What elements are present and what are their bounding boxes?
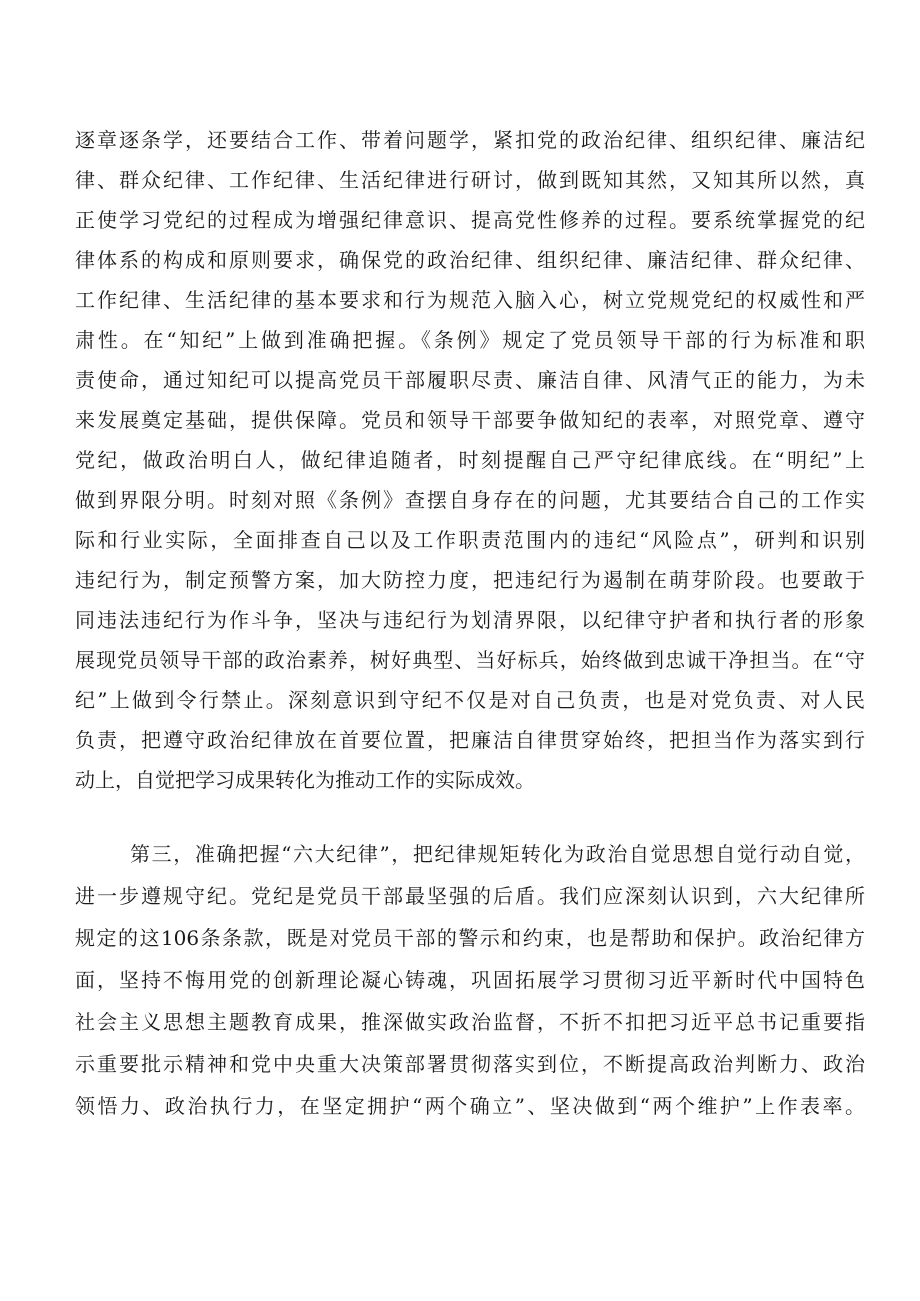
text-line: 负责，把遵守政治纪律放在首要位置，把廉洁自律贯穿始终，把担当作为落实到行 — [75, 728, 865, 752]
text-line: 际和行业实际，全面排查自己以及工作职责范围内的违纪“风险点”，研判和识别 — [75, 528, 865, 552]
text-line: 做到界限分明。时刻对照《条例》查摆自身存在的问题，尤其要结合自己的工作实 — [75, 488, 865, 512]
text-line: 违纪行为，制定预警方案，加大防控力度，把违纪行为遏制在萌芽阶段。也要敢于 — [75, 568, 865, 592]
text-line: 律体系的构成和原则要求，确保党的政治纪律、组织纪律、廉洁纪律、群众纪律、 — [75, 248, 865, 272]
text-line: 逐章逐条学，还要结合工作、带着问题学，紧扣党的政治纪律、组织纪律、廉洁纪 — [75, 128, 865, 152]
text-line: 面，坚持不悔用党的创新理论凝心铸魂，巩固拓展学习贯彻习近平新时代中国特色 — [75, 968, 865, 992]
text-line: 示重要批示精神和党中央重大决策部署贯彻落实到位，不断提高政治判断力、政治 — [75, 1052, 865, 1076]
text-line: 同违法违纪行为作斗争，坚决与违纪行为划清界限，以纪律守护者和执行者的形象 — [75, 608, 865, 632]
text-line: 领悟力、政治执行力，在坚定拥护“两个确立”、坚决做到“两个维护”上作表率。 — [75, 1094, 865, 1118]
text-line: 纪”上做到令行禁止。深刻意识到守纪不仅是对自己负责，也是对党负责、对人民 — [75, 688, 865, 712]
text-line: 责使命，通过知纪可以提高党员干部履职尽责、廉洁自律、风清气正的能力，为未 — [75, 368, 865, 392]
text-line: 动上，自觉把学习成果转化为推动工作的实际成效。 — [75, 768, 535, 792]
text-line: 工作纪律、生活纪律的基本要求和行为规范入脑入心，树立党规党纪的权威性和严 — [75, 288, 865, 312]
text-line: 规定的这106条条款，既是对党员干部的警示和约束，也是帮助和保护。政治纪律方 — [75, 926, 865, 950]
text-line: 肃性。在“知纪”上做到准确把握。《条例》规定了党员领导干部的行为标准和职 — [75, 328, 865, 352]
text-line: 律、群众纪律、工作纪律、生活纪律进行研讨，做到既知其然，又知其所以然，真 — [75, 168, 865, 192]
text-line: 来发展奠定基础，提供保障。党员和领导干部要争做知纪的表率，对照党章、遵守 — [75, 408, 865, 432]
text-line: 社会主义思想主题教育成果，推深做实政治监督，不折不扣把习近平总书记重要指 — [75, 1010, 865, 1034]
text-line: 正使学习党纪的过程成为增强纪律意识、提高党性修养的过程。要系统掌握党的纪 — [75, 208, 865, 232]
text-line: 党纪，做政治明白人，做纪律追随者，时刻提醒自己严守纪律底线。在“明纪”上 — [75, 448, 865, 472]
text-line: 展现党员领导干部的政治素养，树好典型、当好标兵，始终做到忠诚干净担当。在“守 — [75, 648, 865, 672]
paragraph-first-line: 第三，准确把握“六大纪律”，把纪律规矩转化为政治自觉思想自觉行动自觉， — [130, 842, 865, 866]
text-line: 进一步遵规守纪。党纪是党员干部最坚强的后盾。我们应深刻认识到，六大纪律所 — [75, 884, 865, 908]
